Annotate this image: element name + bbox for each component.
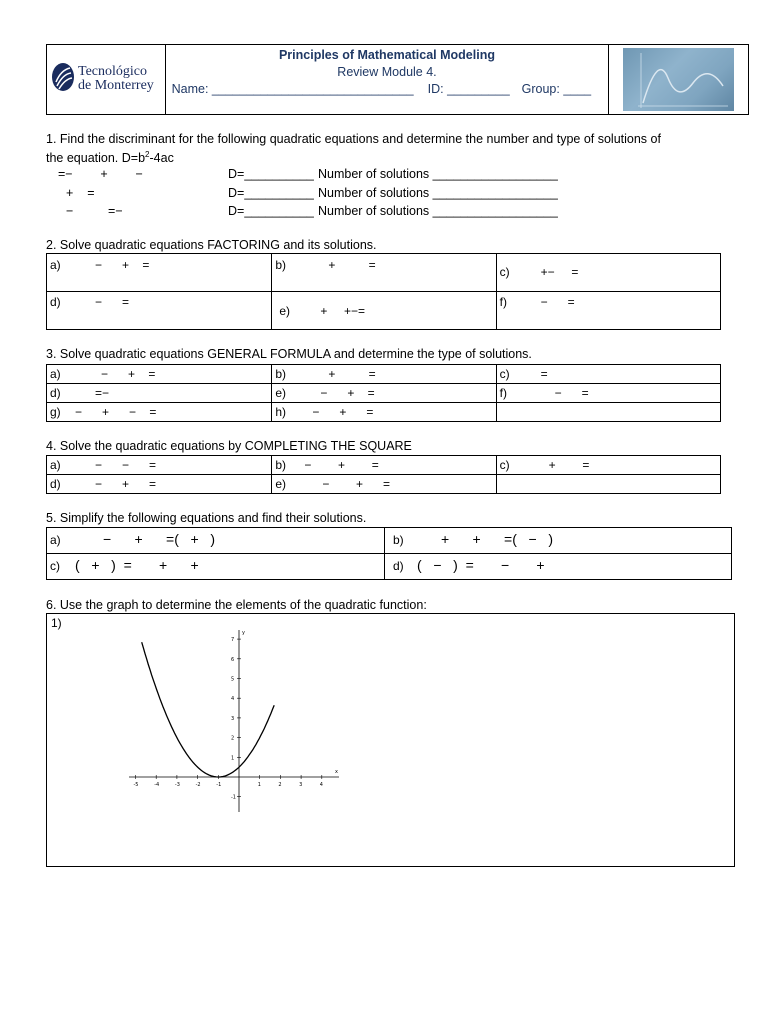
parabola-graph [125, 622, 345, 827]
q3-cell-empty [496, 403, 720, 422]
q2-text: 2. Solve quadratic equations FACTORING and its solutions. [46, 238, 377, 252]
q6-label: 1) [51, 616, 62, 630]
institution-line1: Tecnológico [78, 64, 147, 79]
q1-text-line2: the equation. $D=b^2-4ac$ [46, 150, 174, 166]
q4-cell-e[interactable]: e) − + = [272, 475, 496, 494]
x-tick-label: -5 [133, 782, 139, 788]
q5-cell-c[interactable]: c) ( + ) = + + [47, 554, 385, 580]
q4-text: 4. Solve the quadratic equations by COMPLETING THE SQUARE [46, 439, 412, 453]
y-tick-label: 7 [231, 637, 235, 644]
q2-cell-d[interactable]: d) − = [47, 292, 272, 330]
x-tick-label: -4 [154, 782, 160, 788]
q3-cell-b[interactable]: b) + = [272, 365, 496, 384]
page-title: Principles of Mathematical Modeling [278, 48, 495, 62]
q3-table [46, 364, 721, 422]
y-tick-label: 2 [231, 735, 235, 742]
graph-ticks [134, 637, 323, 801]
q4-cell-d[interactable]: d) − + = [47, 475, 272, 494]
y-tick-label: -1 [231, 794, 236, 801]
q1-row3-discriminant[interactable]: D=__________ [228, 204, 314, 218]
header-image-cell [609, 45, 749, 115]
q3-cell-g[interactable]: g) − + − = [47, 403, 272, 422]
q1-row1-expr: =− + − [58, 167, 143, 181]
parabola-curve [142, 642, 275, 777]
x-axis-label: x [335, 769, 338, 775]
y-tick-label: 4 [231, 696, 235, 703]
y-tick-label: 6 [231, 656, 235, 663]
x-tick-label: -2 [195, 782, 201, 788]
q1-row3-solutions[interactable]: Number of solutions __________________ [318, 204, 558, 218]
logo-cell [47, 45, 166, 115]
q2-cell-b[interactable]: b) + = [272, 254, 496, 292]
q2-cell-a[interactable]: a) − + = [47, 254, 272, 292]
y-tick-label: 1 [231, 755, 235, 762]
header-image [623, 48, 734, 111]
x-tick-label: 2 [278, 782, 282, 788]
x-tick-label: 1 [257, 782, 261, 788]
y-axis-label: y [242, 630, 245, 636]
header-table [46, 44, 749, 115]
q1-row3-expr: − =− [66, 204, 123, 218]
institution-line2: de Monterrey [78, 78, 154, 93]
q4-cell-c[interactable]: c) + = [496, 456, 720, 475]
q4-cell-empty [496, 475, 720, 494]
q3-cell-a[interactable]: a) − + = [47, 365, 272, 384]
header-graph-decoration [623, 48, 734, 111]
q4-cell-a[interactable]: a) − − = [47, 456, 272, 475]
q1-row1-solutions[interactable]: Number of solutions __________________ [318, 167, 558, 181]
q3-cell-c[interactable]: c) = [496, 365, 720, 384]
q3-text: 3. Solve quadratic equations GENERAL FORMULA and determine the type of solutions. [46, 347, 532, 361]
q5-cell-b[interactable]: b) + + =( − ) [385, 528, 732, 554]
q2-cell-c[interactable]: c) +− = [496, 254, 720, 292]
q6-graph-box [46, 613, 735, 867]
x-tick-label: -1 [216, 782, 222, 788]
group-field[interactable]: Group: ____ [521, 82, 592, 96]
y-tick-label: 3 [231, 715, 235, 722]
q4-cell-b[interactable]: b) − + = [272, 456, 496, 475]
q5-text: 5. Simplify the following equations and find their solutions. [46, 511, 367, 525]
logo-icon [51, 62, 75, 92]
x-tick-label: -3 [174, 782, 180, 788]
x-tick-label: 4 [319, 782, 323, 788]
q3-cell-f[interactable]: f) − = [496, 384, 720, 403]
page-subtitle: Review Module 4. [337, 65, 437, 79]
q2-cell-f[interactable]: f) − = [496, 292, 720, 330]
q3-cell-e[interactable]: e) − + = [272, 384, 496, 403]
name-field[interactable]: Name: _____________________________ [171, 82, 414, 96]
q5-table [46, 527, 732, 580]
q1-row2-solutions[interactable]: Number of solutions __________________ [318, 186, 558, 200]
q3-cell-h[interactable]: h) − + = [272, 403, 496, 422]
q5-cell-d[interactable]: d) ( − ) = − + [385, 554, 732, 580]
q4-table [46, 455, 721, 494]
q2-cell-e[interactable]: e) + +−= [272, 292, 496, 330]
title-cell [165, 45, 609, 115]
q3-cell-d[interactable]: d) =− [47, 384, 272, 403]
q1-row2-expr: + = [66, 186, 95, 200]
q5-cell-a[interactable]: a) − + =( + ) [47, 528, 385, 554]
q1-text-line1: 1. Find the discriminant for the following quadratic equations and determine the number and type of solutions of [46, 132, 661, 146]
q1-row1-discriminant[interactable]: D=__________ [228, 167, 314, 181]
y-tick-label: 5 [231, 676, 235, 683]
q6-text: 6. Use the graph to determine the elements of the quadratic function: [46, 598, 427, 612]
x-tick-label: 3 [299, 782, 303, 788]
id-field[interactable]: ID: _________ [427, 82, 510, 96]
q1-row2-discriminant[interactable]: D=__________ [228, 186, 314, 200]
q2-table [46, 253, 721, 330]
